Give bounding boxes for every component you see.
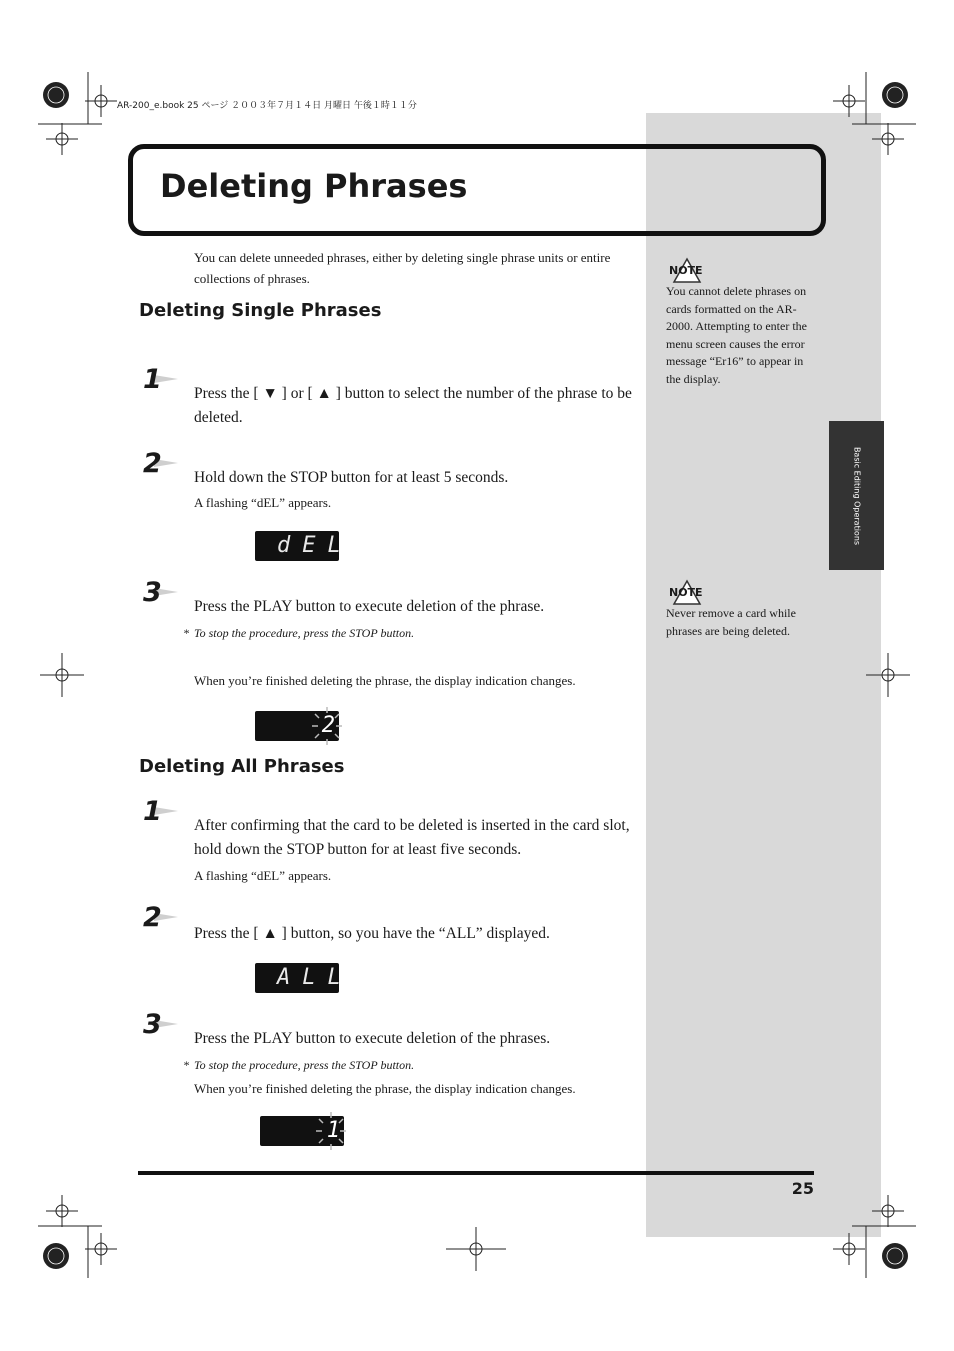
asterisk-mark: * (183, 1058, 189, 1072)
print-header: AR-200_e.book 25 ページ ２００３年７月１４日 月曜日 午後１時１１分 (117, 101, 417, 111)
page-number: 25 (791, 1179, 814, 1198)
lcd-display-all: ALL (255, 963, 339, 993)
page-title: Deleting Phrases (160, 167, 468, 205)
lcd-display-number: 1 (260, 1116, 344, 1146)
step-number: 2 (143, 448, 162, 479)
step-subtext: A flashing “dEL” appears. (194, 495, 332, 510)
step-text: Hold down the STOP button for at least 5 seconds. (194, 469, 509, 486)
section-heading-single: Deleting Single Phrases (139, 300, 382, 321)
step-number: 3 (143, 1009, 162, 1040)
lcd-display-number: 2 (255, 711, 339, 741)
note-text: Never remove a card while phrases are being deleted. (666, 606, 796, 638)
flash-indicator-icon (309, 706, 345, 746)
step-text: Press the [ ▼ ] or [ ▲ ] button to select the number of the phrase to be deleted. (194, 385, 632, 426)
asterisk-note: To stop the procedure, press the STOP button. (194, 626, 415, 640)
note-text: You cannot delete phrases on cards formatted on the AR-2000. Attempting to enter the menu screen causes the error message “Er16” to appear in the display. (666, 284, 807, 386)
asterisk-mark: * (183, 626, 189, 640)
asterisk-note: To stop the procedure, press the STOP button. (194, 1058, 415, 1072)
flash-indicator-icon (313, 1111, 349, 1151)
note-label: NOTE (669, 264, 703, 277)
chapter-tab-label: Basic Editing Operations (852, 446, 861, 545)
step-subtext: A flashing “dEL” appears. (194, 868, 332, 883)
step-text: Press the PLAY button to execute deletion of the phrases. (194, 1030, 551, 1047)
lcd-display-del: dEL (255, 531, 339, 561)
intro-text: You can delete unneeded phrases, either by deleting single phrase units or entire collections of phrases. (194, 250, 611, 286)
step-text: Press the PLAY button to execute deletion of the phrase. (194, 598, 545, 615)
section-heading-all: Deleting All Phrases (139, 756, 345, 777)
step-text: After confirming that the card to be deleted is inserted in the card slot, hold down the STOP button for at least five seconds. (194, 817, 630, 858)
step-number: 1 (143, 364, 162, 395)
footer-rule (138, 1171, 814, 1175)
note-label: NOTE (669, 586, 703, 599)
step-text: Press the [ ▲ ] button, so you have the “ALL” displayed. (194, 925, 550, 942)
step-number: 2 (143, 902, 162, 933)
step-after-text: When you’re finished deleting the phrase, the display indication changes. (194, 673, 576, 688)
step-number: 1 (143, 796, 162, 827)
step-after-text: When you’re finished deleting the phrase, the display indication changes. (194, 1081, 576, 1096)
step-number: 3 (143, 577, 162, 608)
